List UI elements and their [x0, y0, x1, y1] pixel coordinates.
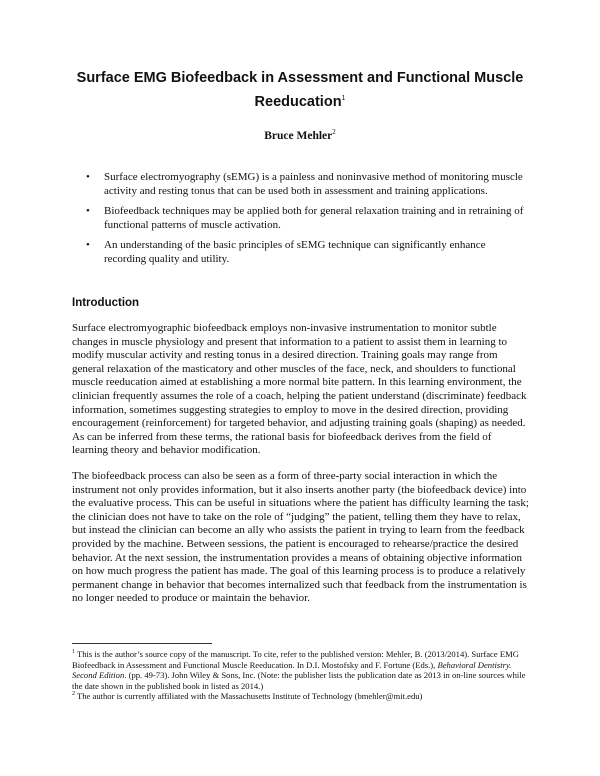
footnote-2: [72, 691, 530, 702]
body-paragraph: The biofeedback process can also be seen as a form of three-party social interaction in which the instrument not only provides information, but it also inserts another party (the biofeedback device) into the evaluative process. This can be useful in situations where the patient has difficulty learning the task; the clinician does not have to take on the role of “judging” the patient, telling them they have to relax, but instead the clinician can become an ally who assists the patient in trying to learn from the feedback provided by the machine. Between sessions, the patient is encouraged to rehearse/practice the desired behavior. At the next session, the instrumentation provides a means of obtaining objective information on how much progress the patient has made. The goal of this learning process is to produce a relatively permanent change in behavior that becomes internalized such that feedback from the instrumentation is no longer needed to produce or maintain the behavior.: [72, 470, 529, 605]
footnote-book-title: Behavioral Dentistry. Second Edition: [72, 659, 512, 681]
footnote-marker: 2: [72, 691, 75, 698]
footnote-text: . (pp. 49-73). John Wiley & Sons, Inc. (Note: the publisher lists the publication date as 2013 in on-line sources while the date shown in the published book in listed as 2014.): [72, 670, 526, 691]
footnote-text: The author is currently affiliated with the Massachusetts Institute of Technology (bmehler@mit.edu): [75, 691, 423, 702]
section-heading: Introduction: [72, 297, 140, 309]
key-point-text: An understanding of the basic principles of sEMG technique can significantly enhance recording quality and utility.: [104, 239, 486, 265]
key-point-text: Surface electromyography (sEMG) is a painless and noninvasive method of monitoring muscle activity and resting tonus that can be used both in assessment and training applications.: [104, 171, 523, 197]
key-point-item: [86, 171, 526, 198]
paper-title: [70, 66, 530, 114]
bullet-icon: •: [86, 239, 90, 251]
title-footnote-marker: 1: [341, 95, 346, 103]
author-footnote-marker: 2: [332, 128, 336, 137]
footnote-marker: 1: [72, 649, 75, 656]
body-paragraph: Surface electromyographic biofeedback employs non-invasive instrumentation to monitor subtle changes in muscle physiology and present that information to a patient to assist them in learning to modify muscular activity and resting tonus in a desired direction. Training goals may range from general relaxation of the masticatory and other muscles of the face, neck, and shoulders to functional muscle reeducation aimed at establishing a more normal bite pattern. In this learning environment, the clinician frequently assumes the role of a coach, helping the patient understand (discriminate) feedback information, sometimes suggesting strategies to employ to move in the desired direction, providing encouragement (reinforcement) for targeted behavior, and adjusting training goals (shaping) as needed. As can be inferred from these terms, the rational basis for biofeedback derives from the field of learning theory and behavior modification.: [72, 322, 527, 457]
key-point-text: Biofeedback techniques may be applied both for general relaxation training and in retraining of functional patterns of muscle activation.: [104, 205, 524, 231]
paper-title-text: Surface EMG Biofeedback in Assessment and Functional Muscle Reeducation: [76, 70, 524, 110]
key-points-list: [86, 171, 526, 273]
author-name: Bruce Mehler: [264, 130, 333, 142]
footnote-text: This is the author’s source copy of the manuscript. To cite, refer to the published version: Mehler, B. (2013/2014). Surface EMG Biofeedback in Assessment and Functional Muscle Reeducation. In D.I. Mostofsky and F. Fortune (Eds.),: [72, 649, 519, 670]
footnotes: [72, 649, 530, 702]
footnote-1: [72, 649, 530, 691]
bullet-icon: •: [86, 171, 90, 183]
footnote-divider: [72, 643, 212, 644]
key-point-item: [86, 239, 526, 266]
bullet-icon: •: [86, 205, 90, 217]
author-line: [0, 130, 600, 142]
key-point-item: [86, 205, 526, 232]
